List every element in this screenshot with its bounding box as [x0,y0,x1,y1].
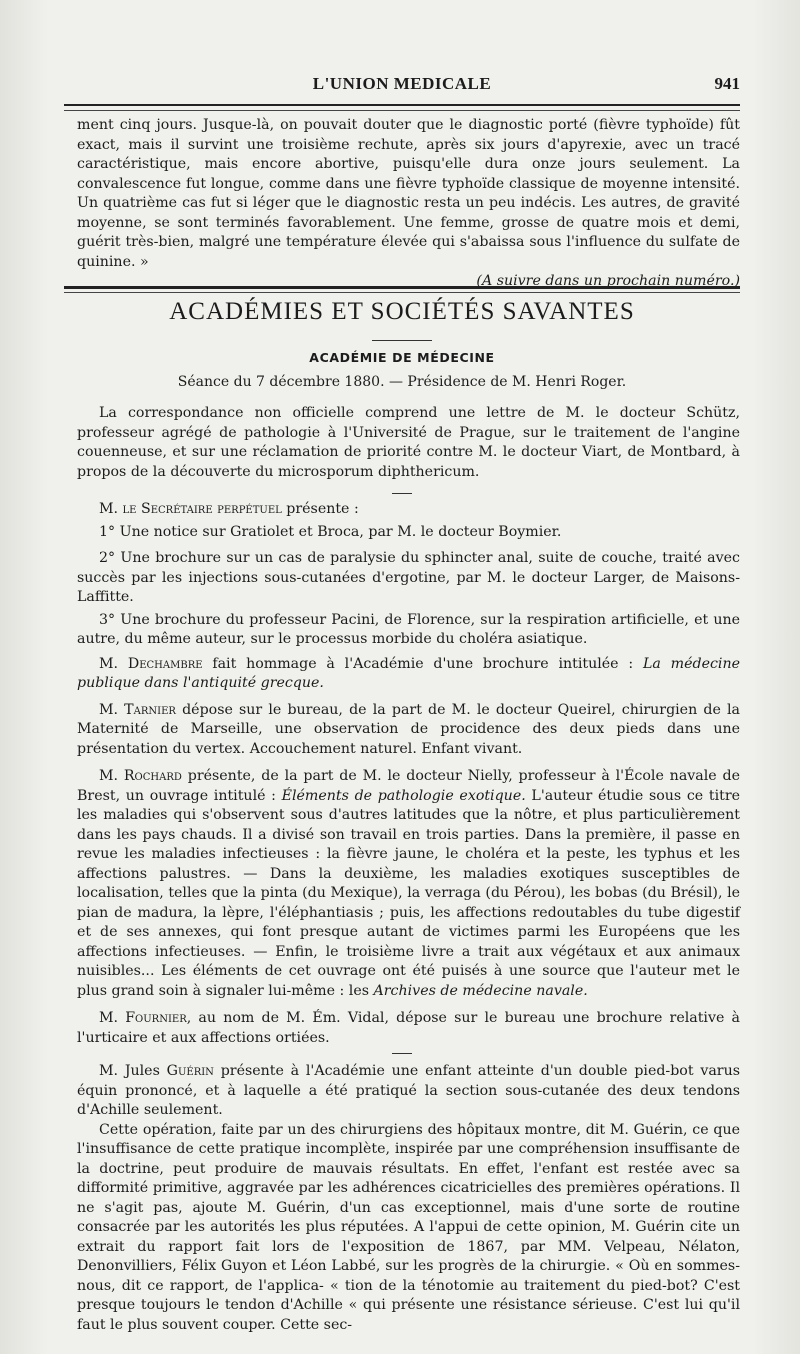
dechambre-paragraph [77,655,740,694]
dechambre-text: fait hommage à l'Académie d'une brochure intitulée : [202,655,643,672]
rochard-name: M. Rochard [99,768,182,784]
header-rule [64,104,740,106]
session-line: Séance du 7 décembre 1880. — Présidence de M. Henri Roger. [177,374,627,390]
page-number: 941 [714,74,740,93]
secretaire-name: M. le Secrétaire perpétuel [99,501,282,517]
title-underline [372,340,432,341]
secretaire-rest: présente : [281,501,359,517]
page-header [64,74,740,100]
guerin-paragraph [77,1062,740,1121]
secretaire-paragraph [77,500,740,520]
fournier-name: M. Fournier [99,1010,187,1026]
item-2: 2° Une brochure sur un cas de paralysie du sphincter anal, suite de couche, traité avec succès par les injections sous-cutanées d'ergotine, par M. le docteur Larger, de Maisons-Laffitte. [77,550,740,605]
rochard-text-1: présente, de la part de M. le docteur Nielly, professeur à l'École navale de Brest, un ouvrage intitulé : [77,768,740,804]
section-title: ACADÉMIES ET SOCIÉTÉS SAVANTES [169,298,635,325]
dechambre-title: La médecine publique dans l'antiquité grecque. [77,655,740,691]
correspondance-paragraph: La correspondance non officielle comprend une lettre de M. le docteur Schütz, professeur agrégé de pathologie à l'Université de Prague, sur le traitement de l'angine couenneuse, et sur une réclamation de priorité contre M. le docteur Viart, de Montbard, à propos de la découverte du microsporum diphthericum. [77,405,740,480]
to-be-continued: (A suivre dans un prochain numéro.) [476,273,740,289]
separator-dash-2 [392,1053,412,1054]
running-title: L'UNION MEDICALE [312,74,492,93]
minutes-block-2 [77,500,740,1048]
section-rule-thick [64,286,740,289]
item-1: 1° Une notice sur Gratiolet et Broca, par M. le docteur Boymier. [99,523,562,540]
tarnier-name: M. Tarnier [99,701,176,718]
guerin-name: Guérin [166,1063,214,1079]
guerin-prefix: M. Jules [99,1063,167,1079]
rochard-paragraph [77,767,740,1001]
dechambre-name: M. Dechambre [99,655,203,672]
header-rule-thin [64,110,740,111]
fournier-paragraph [77,1009,740,1048]
operation-paragraph: Cette opération, faite par un des chirurgiens des hôpitaux montre, dit M. Guérin, ce que l'insuffisance de cette pratique incomplète, inspirée par une compréhension insuffisante de la doctrine, peut produire de mauvais résultats. En effet, l'enfant est restée avec sa difformité primitive, aggravée par les adhérences cicatricielles des premières opérations. Il ne s'agit pas, ajoute M. Guérin, d'un cas exceptionnel, mais d'une sorte de routine consacrée par les autorités les plus réputées. A l'appui de cette opinion, M. Guérin cite un extrait du rapport fait lors de l'exposition de 1867, par MM. Velpeau, Nélaton, Denonvilliers, Félix Guyon et Léon Labbé, sur les progrès de la chirurgie. « Où en sommes-nous, dit ce rapport, de l'applica- « tion de la ténotomie au traitement du pied-bot? C'est presque toujours le tendon d'Achille « qui présente une résistance sérieuse. C'est lui qu'il faut le plus souvent couper. Cette sec- [77,1121,740,1333]
intro-block [77,116,740,292]
rochard-text-2: L'auteur étudie sous ce titre les maladies qui s'observent sous d'autres latitudes que la nôtre, et plus particulièrement dans les pays chauds. Il a divisé son travail en trois parties. Dans la première, il passe en revue les maladies infectieuses : la fièvre jaune, le choléra et la peste, les typhus et les affections palustres. — Dans la deuxième, les maladies exotiques susceptibles de localisation, telles que la pinta (du Mexique), la verraga (du Pérou), les bobas (du Brésil), le pian de madura, la lèpre, l'éléphantiasis ; puis, les affections redoutables du tube digestif et de ses annexes, qui font presque autant de victimes parmi les Européens que les affections infectieuses. — Enfin, le troisième livre a trait aux végétaux et aux animaux nuisibles... Les éléments de cet ouvrage ont été puisés à une source que l'auteur met le plus grand soin à signaler lui-même : les [77,787,740,999]
guerin-text: présente à l'Académie une enfant atteinte d'un double pied-bot varus équin prononcé, et à laquelle a été pratiqué la section sous-cutanée des deux tendons d'Achille seulement. [77,1063,740,1118]
minutes-block-1 [77,404,740,482]
intro-paragraph: ment cinq jours. Jusque-là, on pouvait douter que le diagnostic porté (fièvre typhoïde) fût exact, mais il survint une troisième rechute, après six jours d'apyrexie, avec un tracé caractéristique, mais encore abortive, puisqu'elle dura onze jours seulement. La convalescence fut longue, comme dans une fièvre typhoïde classique de moyenne intensité. Un quatrième cas fut si léger que le diagnostic resta un peu indécis. Les autres, de gravité moyenne, se sont terminés favorablement. Une femme, grosse de quatre mois et demi, guérit très-bien, malgré une température élevée qui s'abaissa sous l'influence du sulfate de quinine. » [77,117,740,270]
academy-heading: ACADÉMIE DE MÉDECINE [309,350,495,365]
tarnier-text: dépose sur le bureau, de la part de M. le docteur Queirel, chirurgien de la Maternité de Marseille, une observation de procidence des deux pieds dans une présentation du vertex. Accouchement naturel. Enfant vivant. [77,701,740,757]
item-3: 3° Une brochure du professeur Pacini, de Florence, sur la respiration artificielle, et une autre, du même auteur, sur le processus morbide du choléra asiatique. [77,611,740,647]
minutes-block-3 [77,1062,740,1335]
rochard-archives: Archives de médecine navale. [373,982,588,999]
rochard-title: Éléments de pathologie exotique. [281,787,526,804]
tarnier-paragraph [77,701,740,760]
separator-dash [392,493,412,494]
fournier-text: , au nom de M. Ém. Vidal, dépose sur le bureau une brochure relative à l'urticaire et aux affections ortiées. [77,1010,741,1046]
section-rule-thin [64,292,740,293]
